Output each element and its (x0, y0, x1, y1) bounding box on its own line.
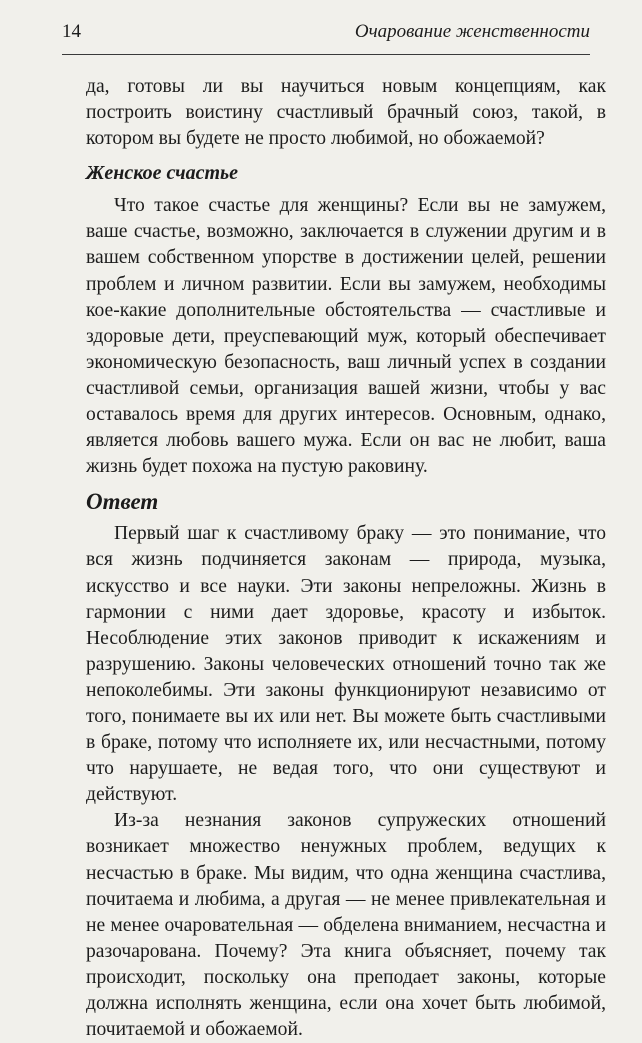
page-number: 14 (62, 21, 81, 42)
page-body (86, 74, 606, 1043)
section-paragraph: Из-за незнания законов супружеских отношений возникает множество ненужных проблем, ведущих к несчастью в браке. Мы видим, что одна женщина счастлива, почитаема и любима, а другая — не менее привлекательная и не менее очаровательная — обделена вниманием, несчастна и разочарована. Почему? Эта книга объясняет, почему так происходит, поскольку она преподает законы, которые должна исполнять женщина, если она хочет быть любимой, почитаемой и обожаемой. (86, 810, 606, 1041)
section-heading-answer: Ответ (86, 489, 159, 515)
section-heading-womens-happiness: Женское счастье (86, 162, 239, 185)
section-paragraph: Что такое счастье для женщины? Если вы не замужем, ваше счастье, возможно, заключается в служении другим и в вашем собственном упорстве в достижении целей, решении проблем и личном развитии. Если вы замужем, необходимы кое-какие дополнительные обстоятельства — счастливые и здоровые дети, преуспевающий муж, который обеспечивает экономическую безопасность, ваш личный успех в создании счастливой семьи, организация вашей жизни, чтобы у вас оставалось время для других интересов. Основным, однако, является любовь вашего мужа. Если он вас не любит, ваша жизнь будет похожа на пустую раковину. (86, 195, 606, 478)
running-title: Очарование женственности (354, 21, 590, 42)
section-paragraph: Первый шаг к счастливому браку — это понимание, что вся жизнь подчиняется законам — природа, музыка, искусство и все науки. Эти законы непреложны. Жизнь в гармонии с ними дает здоровье, красоту и избыток. Несоблюдение этих законов приводит к искажениям и разрушению. Законы человеческих отношений точно так же непоколебимы. Эти законы функционируют независимо от того, понимаете вы их или нет. Вы можете быть счастливыми в браке, потому что исполняете их, или несчастными, потому что нарушаете, не ведая того, что они существуют и действуют. (86, 523, 606, 806)
intro-paragraph: да, готовы ли вы научиться новым концепциям, как построить воистину счастливый брачный союз, такой, в котором вы будете не просто любимой, но обожаемой? (86, 76, 606, 150)
page-header (62, 18, 590, 55)
